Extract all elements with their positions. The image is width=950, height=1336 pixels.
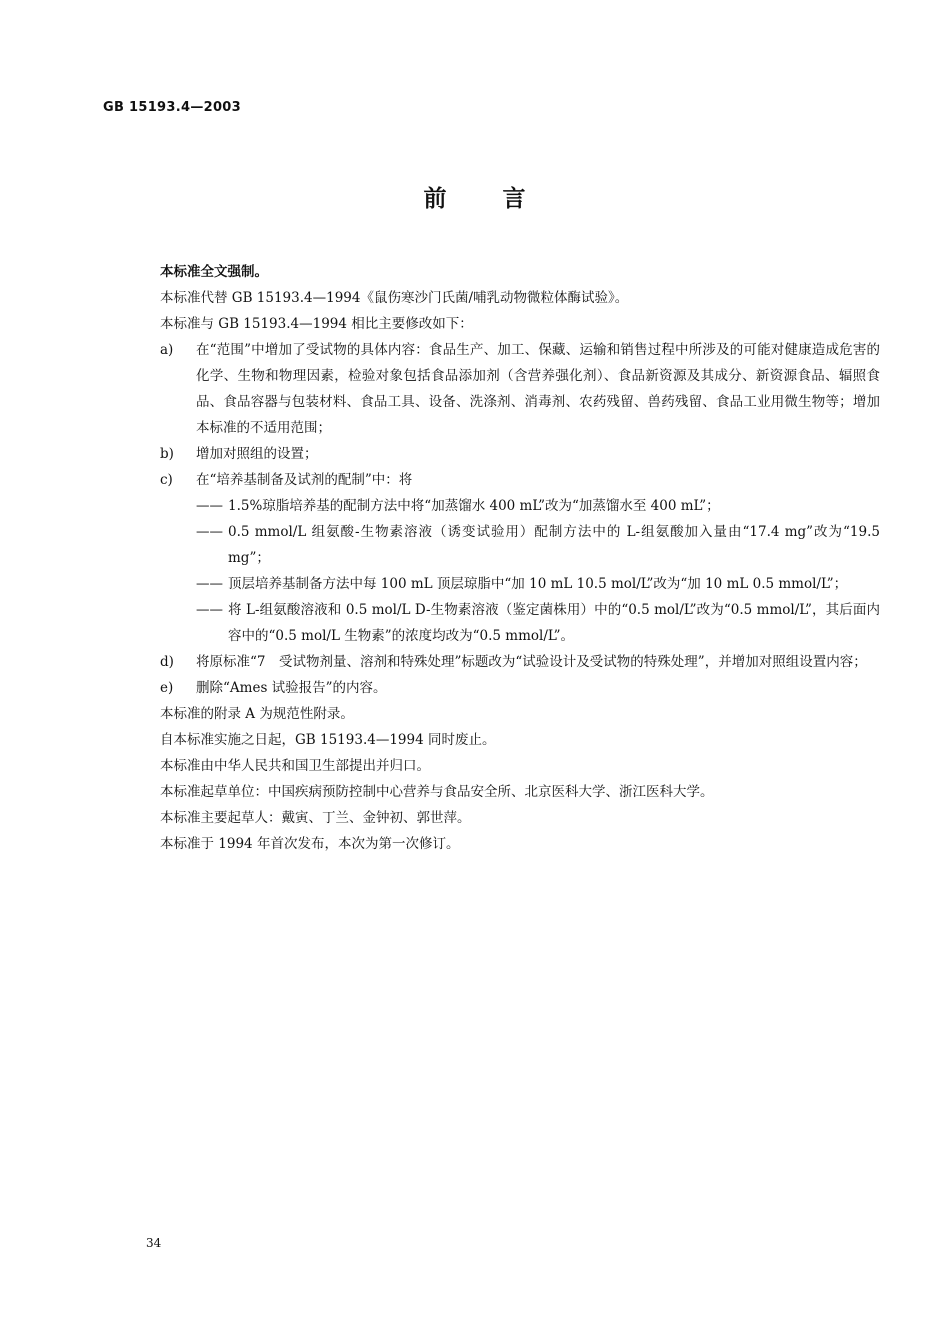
dash-marker: ——: [196, 602, 223, 618]
list-marker: e): [160, 680, 174, 696]
paragraph-history: 本标准于 1994 年首次发布，本次为第一次修订。: [160, 836, 460, 852]
list-marker: c): [160, 472, 173, 488]
list-item-a: [160, 337, 880, 441]
sub-item-agar: [160, 493, 880, 519]
sub-item-text: 将 L-组氨酸溶液和 0.5 mol/L D-生物素溶液（鉴定菌株用）中的“0.5 mol/L”改为“0.5 mmol/L”，其后面内容中的“0.5 mol/L 生物素”的浓度均改为“0.5 mmol/L”。: [228, 602, 880, 644]
list-item-text: 删除“Ames 试验报告”的内容。: [196, 680, 387, 696]
list-item-b: [160, 441, 880, 467]
list-marker: d): [160, 654, 174, 670]
sub-item-histidine-biotin: [160, 519, 880, 571]
paragraph-proposer: 本标准由中华人民共和国卫生部提出并归口。: [160, 758, 430, 774]
foreword-body: [160, 259, 880, 857]
list-item-c: [160, 467, 880, 493]
list-item-text: 增加对照组的设置；: [196, 446, 318, 462]
list-marker: a): [160, 342, 174, 358]
dash-marker: ——: [196, 576, 223, 592]
standard-number: GB 15193.4—2003: [103, 100, 241, 115]
paragraph-mandatory: 本标准全文强制。: [160, 264, 268, 280]
list-item-text: 在“培养基制备及试剂的配制”中：将: [196, 472, 413, 488]
paragraph-replaces: 本标准代替 GB 15193.4—1994《鼠伤寒沙门氏菌/哺乳动物微粒体酶试验》。: [160, 290, 629, 306]
paragraph-drafters: 本标准主要起草人：戴寅、丁兰、金钟初、郭世萍。: [160, 810, 471, 826]
sub-item-strain-solution: [160, 597, 880, 649]
list-item-text: 将原标准“7 受试物剂量、溶剂和特殊处理”标题改为“试验设计及受试物的特殊处理”，并增加对照组设置内容；: [196, 654, 867, 670]
dash-marker: ——: [196, 498, 223, 514]
paragraph-changes-intro: 本标准与 GB 15193.4—1994 相比主要修改如下：: [160, 316, 473, 332]
sub-item-text: 1.5%琼脂培养基的配制方法中将“加蒸馏水 400 mL”改为“加蒸馏水至 400 mL”；: [228, 498, 720, 514]
list-marker: b): [160, 446, 174, 462]
page-title: 前言: [423, 186, 582, 212]
sub-item-text: 0.5 mmol/L 组氨酸-生物素溶液（诱变试验用）配制方法中的 L-组氨酸加入量由“17.4 mg”改为“19.5 mg”；: [228, 524, 880, 566]
list-item-e: [160, 675, 880, 701]
sub-item-top-agar: [160, 571, 880, 597]
page-number: 34: [146, 1236, 162, 1250]
paragraph-abolish: 自本标准实施之日起，GB 15193.4—1994 同时废止。: [160, 732, 496, 748]
paragraph-drafting-units: 本标准起草单位：中国疾病预防控制中心营养与食品安全所、北京医科大学、浙江医科大学。: [160, 784, 714, 800]
list-item-text: 在“范围”中增加了受试物的具体内容：食品生产、加工、保藏、运输和销售过程中所涉及的可能对健康造成危害的化学、生物和物理因素，检验对象包括食品添加剂（含营养强化剂）、食品新资源及其成分、新资源食品、辐照食品、食品容器与包装材料、食品工具、设备、洗涤剂、消毒剂、农药残留、兽药残留、食品工业用微生物等；增加本标准的不适用范围；: [196, 342, 880, 436]
list-item-d: [160, 649, 880, 675]
sub-item-text: 顶层培养基制备方法中每 100 mL 顶层琼脂中“加 10 mL 10.5 mol/L”改为“加 10 mL 0.5 mmol/L”；: [228, 576, 848, 592]
dash-marker: ——: [196, 524, 223, 540]
paragraph-annex: 本标准的附录 A 为规范性附录。: [160, 706, 354, 722]
